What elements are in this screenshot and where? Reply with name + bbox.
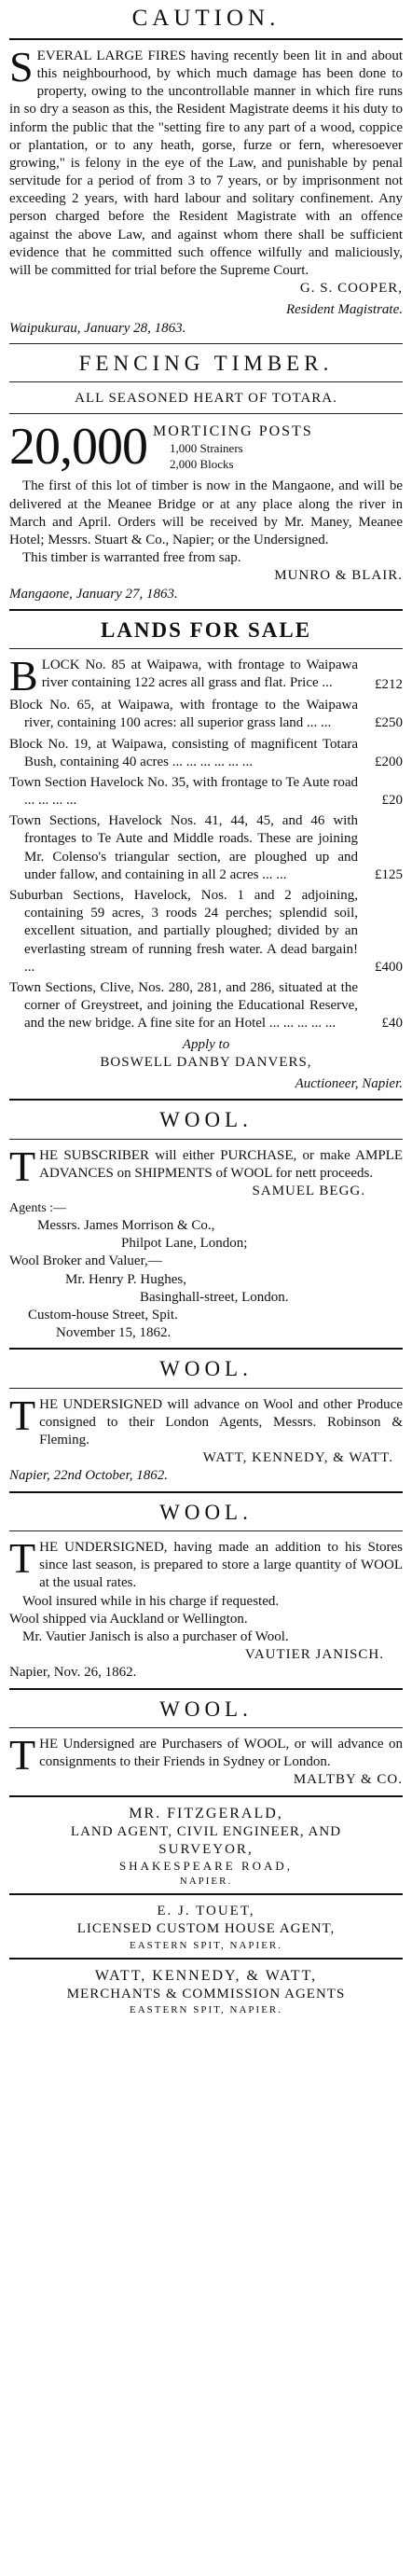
land-lot-price: £400 xyxy=(375,959,403,975)
land-lot-price: £250 xyxy=(375,715,403,731)
wool-address: Custom-house Street, Spit. xyxy=(28,1307,178,1323)
land-lot-price: £125 xyxy=(375,866,403,882)
divider xyxy=(9,609,403,611)
land-lot-desc: Block No. 65, at Waipawa, with frontage to the Waipawa river, containing 100 acres: all superior grass land ... ... xyxy=(9,698,358,731)
wool-dropcap: T xyxy=(9,1534,36,1583)
land-lot-price: £20 xyxy=(381,793,403,809)
card-line: LICENSED CUSTOM HOUSE AGENT, xyxy=(76,1921,336,1937)
wool-heading: WOOL. xyxy=(159,1108,253,1132)
lands-advert xyxy=(9,618,403,1093)
fencing-body: The first of this lot of timber is now in the Mangaone, and will be delivered at the Meanee Bridge or at any place along the river in March and April. Orders will be received by Mr. Maney, Meanee Hotel; Messrs. Stuart & Co., Napier; or the Undersigned. xyxy=(9,478,403,547)
wool-body: HE UNDERSIGNED, having made an addition to his Stores since last season, is prepared to store a large quantity of WOOL at the usual rates. xyxy=(39,1540,403,1591)
card-name: E. J. TOUET, xyxy=(157,1904,255,1919)
wool-dropcap: T xyxy=(9,1142,36,1190)
wool-insurance: Wool insured while in his charge if requested. xyxy=(22,1593,280,1609)
touet-card xyxy=(9,1903,403,1951)
lands-agent-title: Auctioneer, Napier. xyxy=(295,1075,403,1091)
land-lot xyxy=(9,979,403,1033)
caution-body: EVERAL LARGE FIRES having recently been lit in and about this neighbourhood, by which much damage has been done to property, owing to the uncontrollable manner in which fire runs in so dry a season as this, the Resident Magistrate deems it his duty to inform the public that the "setting fire to any part of a wood, coppice or plantation, or to any heath, gorse, furze or fern, wheresoever growing," is felony in the eye of the Law, and punishable by penal servitude for a period of from 3 to 7 years, or by imprisonment not exceeding 2 years, with hard labour and solitary confinement. Any person charged before the Resident Magistrate with an offence against the above Law, and against whom there shall be sufficient evidence that he committed such offence wilfully and maliciously, will be committed for trial before the Supreme Court. xyxy=(9,48,403,278)
divider xyxy=(9,1958,403,1960)
wool-signature: VAUTIER JANISCH. xyxy=(244,1647,384,1663)
wool-heading: WOOL. xyxy=(159,1357,253,1381)
wool-body: HE Undersigned are Purchasers of WOOL, or will advance on consignments to their Friends in Sydney or London. xyxy=(39,1737,403,1770)
wool-signature: WATT, KENNEDY, & WATT. xyxy=(202,1450,393,1466)
divider xyxy=(9,38,403,40)
divider xyxy=(9,343,403,344)
card-name: MR. FITZGERALD, xyxy=(129,1805,283,1821)
card-line: LAND AGENT, CIVIL ENGINEER, AND xyxy=(70,1824,342,1840)
fencing-quantities xyxy=(9,418,403,477)
fencing-heading: FENCING TIMBER. xyxy=(78,351,334,375)
fencing-signature: MUNRO & BLAIR. xyxy=(274,568,403,584)
divider xyxy=(9,1099,403,1101)
card-address: EASTERN SPIT, NAPIER. xyxy=(129,1939,283,1951)
wool-agent1: Messrs. James Morrison & Co., xyxy=(37,1217,215,1233)
caution-dropcap: S xyxy=(9,42,34,90)
fencing-big-number: 20,000 xyxy=(9,418,147,477)
wool-dropcap: T xyxy=(9,1731,36,1780)
fencing-dateline: Mangaone, January 27, 1863. xyxy=(9,586,178,602)
divider xyxy=(9,1139,403,1140)
card-name: WATT, KENNEDY, & WATT, xyxy=(94,1967,318,1984)
divider xyxy=(9,1530,403,1531)
wool-heading: WOOL. xyxy=(159,1697,253,1721)
divider xyxy=(9,1491,403,1493)
lands-apply: Apply to xyxy=(182,1036,230,1052)
wool-agent2-address: Basinghall-street, London. xyxy=(140,1289,289,1305)
fencing-blocks: 2,000 Blocks xyxy=(170,456,234,471)
divider xyxy=(9,1727,403,1728)
wool-dateline: Napier, Nov. 26, 1862. xyxy=(9,1665,137,1681)
divider xyxy=(9,648,403,649)
divider xyxy=(9,1795,403,1797)
land-lot xyxy=(9,697,403,732)
wool-advert-maltby xyxy=(9,1697,403,1790)
wkw-card xyxy=(9,1967,403,2017)
land-lot-desc: LOCK No. 85 at Waipawa, with frontage to Waipawa river containing 122 acres all grass and flat. Price ... xyxy=(41,658,358,691)
wool-purchaser: Mr. Vautier Janisch is also a purchaser of Wool. xyxy=(22,1629,289,1645)
land-lot-desc: Block No. 19, at Waipawa, consisting of magnificent Totara Bush, containing 40 acres ... ... ... ... ... ... xyxy=(9,736,358,769)
land-lot-desc: Town Sections, Clive, Nos. 280, 281, and 286, situated at the corner of Greystreet, and joining the Educational Reserve, and the new bridge. A fine site for an Hotel ... ... ... ... ... xyxy=(9,979,358,1032)
wool-date: November 15, 1862. xyxy=(56,1325,172,1341)
land-lot xyxy=(9,887,403,976)
lands-agent: BOSWELL DANBY DANVERS, xyxy=(100,1054,312,1070)
land-lot-price: £200 xyxy=(375,754,403,769)
fitzgerald-card xyxy=(9,1805,403,1889)
divider xyxy=(9,381,403,382)
land-lot-desc: Town Sections, Havelock Nos. 41, 44, 45, and 46 with frontages to Te Aute and Middle roads. These are joining Mr. Colenso's triangular section, are ploughed up and under fallow, and containing in all 2 acres ... ... xyxy=(9,813,358,882)
wool-agent1-address: Philpot Lane, London; xyxy=(121,1236,248,1252)
caution-advert xyxy=(9,6,403,338)
wool-dropcap: T xyxy=(9,1391,36,1439)
wool-advert-begg xyxy=(9,1108,403,1342)
wool-signature: SAMUEL BEGG. xyxy=(252,1183,365,1198)
wool-heading: WOOL. xyxy=(159,1500,253,1524)
wool-shipping: Wool shipped via Auckland or Wellington. xyxy=(9,1611,248,1627)
caution-signature: G. S. COOPER, xyxy=(299,281,403,297)
wool-signature: MALTBY & CO. xyxy=(293,1772,403,1788)
lands-heading: LANDS FOR SALE xyxy=(100,617,312,642)
card-line: SURVEYOR, xyxy=(158,1842,254,1858)
land-lot-price: £40 xyxy=(381,1016,403,1032)
land-lot xyxy=(9,812,403,884)
divider xyxy=(9,1688,403,1690)
lands-dropcap: B xyxy=(9,652,38,700)
card-address: EASTERN SPIT, NAPIER. xyxy=(129,2004,283,2016)
fencing-warranty: This timber is warranted free from sap. xyxy=(22,550,241,566)
divider xyxy=(9,1348,403,1350)
card-line: MERCHANTS & COMMISSION AGENTS xyxy=(66,1987,346,2002)
fencing-subheading: ALL SEASONED HEART OF TOTARA. xyxy=(75,391,337,407)
land-lot-price: £212 xyxy=(375,676,403,692)
wool-advert-janisch xyxy=(9,1501,403,1683)
land-lot xyxy=(9,736,403,771)
fencing-strainers: 1,000 Strainers xyxy=(170,440,243,455)
wool-body: HE UNDERSIGNED will advance on Wool and other Produce consigned to their London Agents, Messrs. Robinson & Fleming. xyxy=(39,1396,403,1448)
wool-advert-watt xyxy=(9,1357,403,1485)
wool-agent2-label: Wool Broker and Valuer,— xyxy=(9,1253,162,1269)
land-lot xyxy=(9,774,403,810)
wool-dateline: Napier, 22nd October, 1862. xyxy=(9,1468,168,1484)
divider xyxy=(9,1388,403,1389)
divider xyxy=(9,1893,403,1895)
divider xyxy=(9,413,403,414)
land-lot xyxy=(9,652,403,700)
wool-agent2: Mr. Henry P. Hughes, xyxy=(65,1271,186,1287)
caution-heading: CAUTION. xyxy=(131,6,281,31)
caution-title: Resident Magistrate. xyxy=(286,302,403,318)
wool-agents-label: Agents :— xyxy=(9,1201,67,1216)
caution-dateline: Waipukurau, January 28, 1863. xyxy=(9,320,186,336)
fencing-advert xyxy=(9,352,403,603)
card-town: NAPIER. xyxy=(179,1876,233,1888)
land-lot-desc: Suburban Sections, Havelock, Nos. 1 and 2 adjoining, containing 59 acres, 3 roods 24 perches; splendid soil, excellent situation, and partially ploughed; divided by an everlasting stream of running fresh water. A dead bargain! ... xyxy=(9,888,358,975)
land-lot-desc: Town Section Havelock No. 35, with frontage to Te Aute road ... ... ... ... xyxy=(9,774,358,809)
card-address: SHAKESPEARE ROAD, xyxy=(118,1859,294,1874)
wool-body: HE SUBSCRIBER will either PURCHASE, or make AMPLE ADVANCES on SHIPMENTS of WOOL for nett proceeds. xyxy=(39,1147,403,1181)
fencing-posts-label: MORTICING POSTS xyxy=(153,422,313,439)
